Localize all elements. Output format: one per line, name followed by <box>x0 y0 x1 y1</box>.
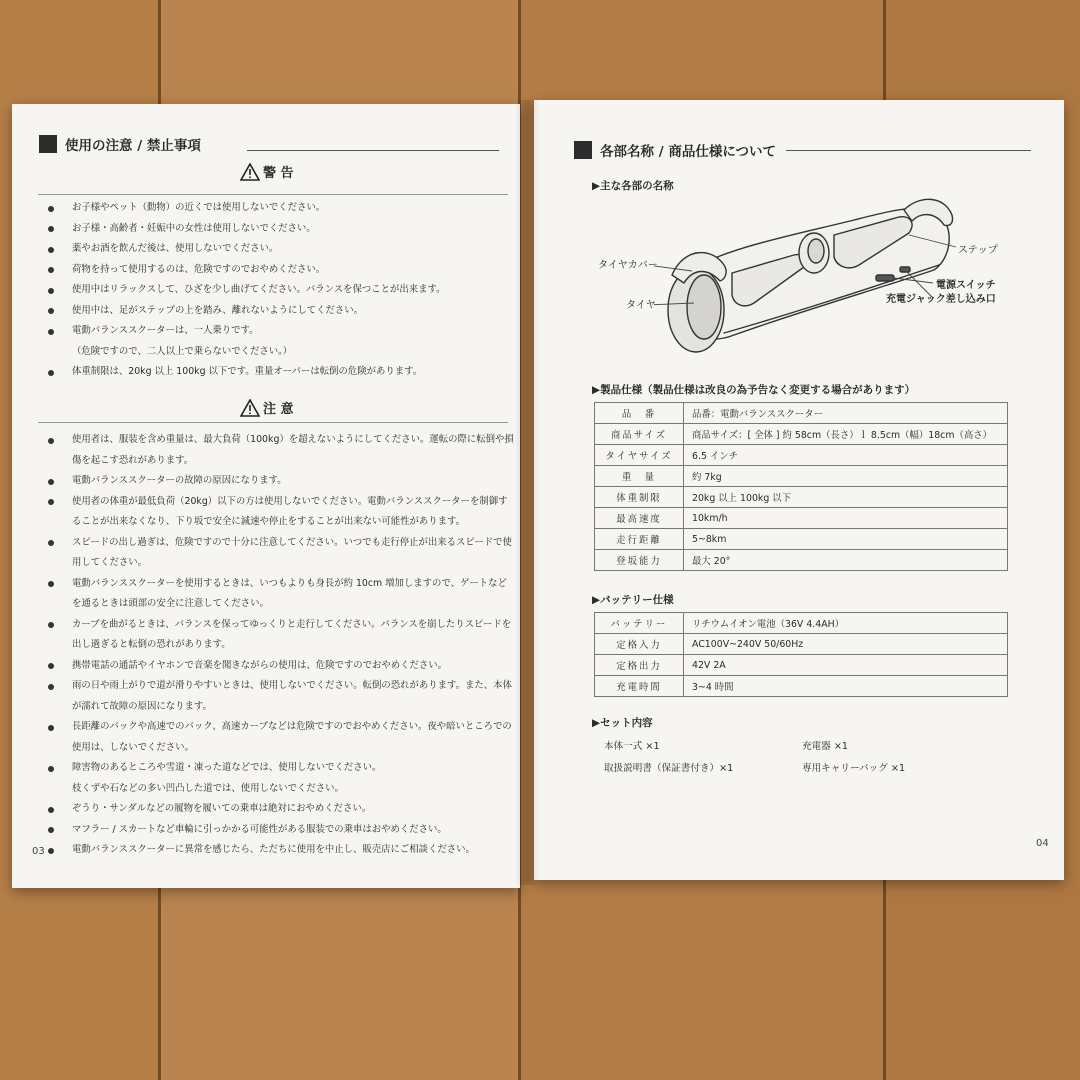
section-header <box>39 134 201 154</box>
table-row <box>595 655 1008 676</box>
warning-triangle-icon <box>240 163 260 181</box>
list-item: お子様・高齢者・妊娠中の女性は使用しないでください。 <box>48 219 516 240</box>
list-note: （危険ですので、二人以上で乗らないでください。） <box>72 345 293 357</box>
caution-rule <box>38 422 508 423</box>
list-item: 雨の日や雨上がりで道が滑りやすいときは、使用しないでください。転倒の恐れがあります。また、本体が濡れて故障の原因になります。 <box>48 676 516 717</box>
list-note: 枝くずや石などの多い凹凸した道では、使用しないでください。 <box>72 782 344 794</box>
list-item: マフラー / スカートなど車輪に引っかかる可能性がある服装での乗車はおやめください。 <box>48 820 516 841</box>
table-row <box>595 466 1008 487</box>
spec-table <box>594 402 1008 571</box>
table-row <box>595 424 1008 445</box>
caution-heading <box>240 398 294 417</box>
battery-key: 定格入力 <box>595 634 684 655</box>
battery-value: AC100V~240V 50/60Hz <box>684 634 1008 655</box>
list-item: 長距離のバックや高速でのバック、高速カーブなどは危険ですのでおやめください。夜や暗いところでの使用は、しないでください。 <box>48 717 516 758</box>
warning-rule <box>38 194 508 195</box>
spec-value: 5~8km <box>684 529 1008 550</box>
list-item: 薬やお酒を飲んだ後は、使用しないでください。 <box>48 239 516 260</box>
table-row <box>595 634 1008 655</box>
manual-page-right <box>534 100 1064 880</box>
list-item: 電動バランススクーターに異常を感じたら、ただちに使用を中止し、販売店にご相談ください。 <box>48 840 516 861</box>
parts-heading: ▶主な各部の名称 <box>592 180 674 192</box>
page-number: 04 <box>1036 838 1049 849</box>
table-row <box>595 487 1008 508</box>
set-heading: ▶セット内容 <box>592 717 653 729</box>
spec-key: 品 番 <box>595 403 684 424</box>
set-item: 専用キャリーバッグ ×1 <box>802 763 906 774</box>
list-item: 使用者の体重が最低負荷（20kg）以下の方は使用しないでください。電動バランススクーターを制御することが出来なくなり、下り坂で安全に減速や停止をすることが出来ない可能性があります。 <box>48 492 516 533</box>
set-item: 充電器 ×1 <box>802 741 848 752</box>
warning-list <box>48 198 516 383</box>
spec-key: タイヤサイズ <box>595 445 684 466</box>
caution-triangle-icon <box>240 399 260 417</box>
set-item: 取扱説明書（保証書付き）×1 <box>604 763 734 774</box>
book-spine <box>515 100 539 885</box>
label-tire-cover: タイヤカバー <box>598 260 658 271</box>
spec-key: 最高速度 <box>595 508 684 529</box>
page-number: 03 <box>32 846 45 857</box>
spec-key: 体重制限 <box>595 487 684 508</box>
spec-key: 商品サイズ <box>595 424 684 445</box>
label-charge-jack: 充電ジャック差し込み口 <box>886 294 996 305</box>
spec-value: 商品サイズ：[ 全体 ] 約 58cm（長さ）ｌ 8.5cm（幅）18cm（高さ） <box>684 424 1008 445</box>
battery-table <box>594 612 1008 697</box>
section-title: 使用の注意 / 禁止事項 <box>65 138 201 154</box>
caution-list <box>48 430 516 861</box>
list-item: 電動バランススクーターの故障の原因になります。 <box>48 471 516 492</box>
battery-value: 3~4 時間 <box>684 676 1008 697</box>
label-power-switch: 電源スイッチ <box>936 280 996 291</box>
spec-key: 走行距離 <box>595 529 684 550</box>
list-item: 荷物を持って使用するのは、危険ですのでおやめください。 <box>48 260 516 281</box>
section-header <box>574 140 776 160</box>
battery-value: リチウムイオン電池（36V 4.4AH） <box>684 613 1008 634</box>
list-item: 体重制限は、20kg 以上 100kg 以下です。重量オーバーは転倒の危険があります。 <box>48 362 516 383</box>
battery-heading: ▶バッテリー仕様 <box>592 594 674 606</box>
label-tire: タイヤ <box>626 300 656 311</box>
list-item: 電動バランススクーターは、一人乗りです。 <box>48 321 516 342</box>
list-item: 携帯電話の通話やイヤホンで音楽を聞きながらの使用は、危険ですのでおやめください。 <box>48 656 516 677</box>
battery-key: 充電時間 <box>595 676 684 697</box>
warning-heading-text: 警 告 <box>263 166 294 181</box>
header-rule <box>247 150 499 151</box>
spec-value: 約 7kg <box>684 466 1008 487</box>
list-item: 使用中は、足がステップの上を踏み、離れないようにしてください。 <box>48 301 516 322</box>
table-row <box>595 676 1008 697</box>
list-item: 障害物のあるところや雪道・凍った道などでは、使用しないでください。 <box>48 758 516 779</box>
set-item: 本体一式 ×1 <box>604 741 660 752</box>
spec-value: 品番：電動バランススクーター <box>684 403 1008 424</box>
section-marker-icon <box>574 141 592 159</box>
spec-value: 最大 20° <box>684 550 1008 571</box>
header-rule <box>786 150 1031 151</box>
battery-key: 定格出力 <box>595 655 684 676</box>
section-title: 各部名称 / 商品仕様について <box>600 144 777 160</box>
table-row <box>595 529 1008 550</box>
label-step: ステップ <box>958 245 998 256</box>
hoverboard-illustration <box>654 195 964 365</box>
spec-value: 10km/h <box>684 508 1008 529</box>
list-item: 使用中はリラックスして、ひざを少し曲げてください。バランスを保つことが出来ます。 <box>48 280 516 301</box>
list-item: ぞうり・サンダルなどの履物を履いての乗車は絶対におやめください。 <box>48 799 516 820</box>
list-item: お子様やペット（動物）の近くでは使用しないでください。 <box>48 198 516 219</box>
spec-value: 6.5 インチ <box>684 445 1008 466</box>
list-item: カーブを曲がるときは、バランスを保ってゆっくりと走行してください。バランスを崩したりスピードを出し過ぎると転倒の恐れがあります。 <box>48 615 516 656</box>
list-item: スピードの出し過ぎは、危険ですので十分に注意してください。いつでも走行停止が出来るスピードで使用してください。 <box>48 533 516 574</box>
list-item: 使用者は、服装を含め重量は、最大負荷（100kg）を超えないようにしてください。運転の際に転倒や損傷を起こす恐れがあります。 <box>48 430 516 471</box>
manual-page-left <box>12 104 520 888</box>
warning-heading <box>240 162 294 181</box>
battery-key: バッテリー <box>595 613 684 634</box>
table-row <box>595 445 1008 466</box>
spec-key: 登坂能力 <box>595 550 684 571</box>
spec-heading: ▶製品仕様（製品仕様は改良の為予告なく変更する場合があります） <box>592 384 916 396</box>
section-marker-icon <box>39 135 57 153</box>
table-row <box>595 550 1008 571</box>
list-item: 電動バランススクーターを使用するときは、いつもよりも身長が約 10cm 増加しますので、ゲートなどを通るときは頭部の安全に注意してください。 <box>48 574 516 615</box>
battery-value: 42V 2A <box>684 655 1008 676</box>
spec-value: 20kg 以上 100kg 以下 <box>684 487 1008 508</box>
table-row <box>595 508 1008 529</box>
table-row <box>595 403 1008 424</box>
caution-heading-text: 注 意 <box>263 402 294 417</box>
table-row <box>595 613 1008 634</box>
spec-key: 重 量 <box>595 466 684 487</box>
